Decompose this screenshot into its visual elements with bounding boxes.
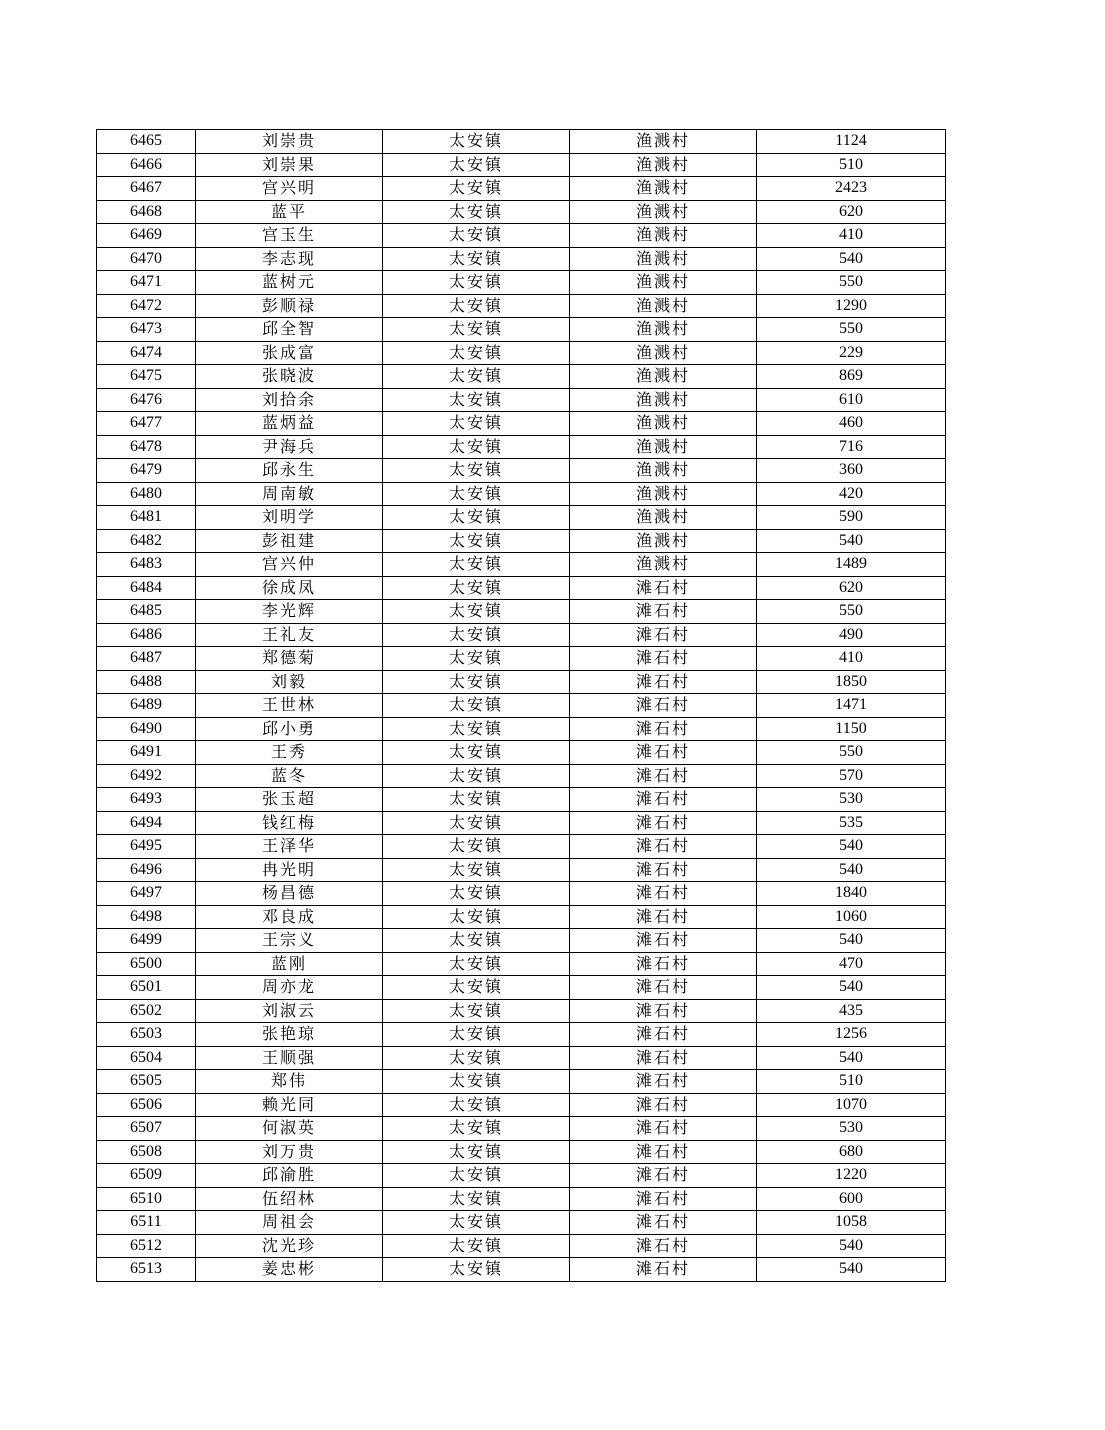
amount-cell: 1489 <box>757 553 946 577</box>
town-cell: 太安镇 <box>383 1070 570 1094</box>
row-number-cell: 6513 <box>97 1258 196 1282</box>
village-cell: 滩石村 <box>570 1211 757 1235</box>
amount-cell: 460 <box>757 412 946 436</box>
name-cell: 宫玉生 <box>196 224 383 248</box>
name-cell: 张成富 <box>196 341 383 365</box>
row-number-cell: 6476 <box>97 388 196 412</box>
village-cell: 滩石村 <box>570 576 757 600</box>
town-cell: 太安镇 <box>383 1023 570 1047</box>
town-cell: 太安镇 <box>383 482 570 506</box>
village-cell: 渔溅村 <box>570 224 757 248</box>
row-number-cell: 6505 <box>97 1070 196 1094</box>
row-number-cell: 6478 <box>97 435 196 459</box>
amount-cell: 550 <box>757 741 946 765</box>
row-number-cell: 6494 <box>97 811 196 835</box>
town-cell: 太安镇 <box>383 247 570 271</box>
table-row <box>97 1140 946 1164</box>
village-cell: 滩石村 <box>570 952 757 976</box>
town-cell: 太安镇 <box>383 952 570 976</box>
village-cell: 渔溅村 <box>570 553 757 577</box>
village-cell: 滩石村 <box>570 1140 757 1164</box>
amount-cell: 420 <box>757 482 946 506</box>
name-cell: 蓝冬 <box>196 764 383 788</box>
town-cell: 太安镇 <box>383 1258 570 1282</box>
town-cell: 太安镇 <box>383 999 570 1023</box>
table-row <box>97 365 946 389</box>
village-cell: 滩石村 <box>570 647 757 671</box>
village-cell: 渔溅村 <box>570 341 757 365</box>
village-cell: 滩石村 <box>570 1187 757 1211</box>
name-cell: 张晓波 <box>196 365 383 389</box>
amount-cell: 540 <box>757 1046 946 1070</box>
table-row <box>97 788 946 812</box>
town-cell: 太安镇 <box>383 858 570 882</box>
amount-cell: 716 <box>757 435 946 459</box>
town-cell: 太安镇 <box>383 553 570 577</box>
amount-cell: 410 <box>757 224 946 248</box>
village-cell: 渔溅村 <box>570 318 757 342</box>
table-row <box>97 529 946 553</box>
amount-cell: 1256 <box>757 1023 946 1047</box>
table-row <box>97 459 946 483</box>
town-cell: 太安镇 <box>383 177 570 201</box>
town-cell: 太安镇 <box>383 1117 570 1141</box>
town-cell: 太安镇 <box>383 835 570 859</box>
table-row <box>97 717 946 741</box>
row-number-cell: 6484 <box>97 576 196 600</box>
name-cell: 邱渝胜 <box>196 1164 383 1188</box>
town-cell: 太安镇 <box>383 529 570 553</box>
village-cell: 渔溅村 <box>570 435 757 459</box>
row-number-cell: 6491 <box>97 741 196 765</box>
amount-cell: 540 <box>757 858 946 882</box>
table-row <box>97 224 946 248</box>
village-cell: 滩石村 <box>570 717 757 741</box>
town-cell: 太安镇 <box>383 1046 570 1070</box>
row-number-cell: 6498 <box>97 905 196 929</box>
amount-cell: 540 <box>757 1234 946 1258</box>
name-cell: 蓝刚 <box>196 952 383 976</box>
village-cell: 滩石村 <box>570 858 757 882</box>
name-cell: 刘万贵 <box>196 1140 383 1164</box>
name-cell: 周南敏 <box>196 482 383 506</box>
table-row <box>97 976 946 1000</box>
town-cell: 太安镇 <box>383 882 570 906</box>
town-cell: 太安镇 <box>383 929 570 953</box>
row-number-cell: 6470 <box>97 247 196 271</box>
row-number-cell: 6496 <box>97 858 196 882</box>
amount-cell: 2423 <box>757 177 946 201</box>
village-cell: 渔溅村 <box>570 294 757 318</box>
town-cell: 太安镇 <box>383 1234 570 1258</box>
row-number-cell: 6477 <box>97 412 196 436</box>
table-row <box>97 694 946 718</box>
name-cell: 王秀 <box>196 741 383 765</box>
row-number-cell: 6471 <box>97 271 196 295</box>
village-cell: 渔溅村 <box>570 506 757 530</box>
village-cell: 滩石村 <box>570 670 757 694</box>
amount-cell: 570 <box>757 764 946 788</box>
table-row <box>97 1117 946 1141</box>
town-cell: 太安镇 <box>383 506 570 530</box>
name-cell: 沈光珍 <box>196 1234 383 1258</box>
row-number-cell: 6485 <box>97 600 196 624</box>
row-number-cell: 6512 <box>97 1234 196 1258</box>
amount-cell: 540 <box>757 247 946 271</box>
village-cell: 渔溅村 <box>570 247 757 271</box>
town-cell: 太安镇 <box>383 670 570 694</box>
name-cell: 王泽华 <box>196 835 383 859</box>
amount-cell: 229 <box>757 341 946 365</box>
village-cell: 渔溅村 <box>570 529 757 553</box>
village-cell: 滩石村 <box>570 694 757 718</box>
name-cell: 王宗义 <box>196 929 383 953</box>
amount-cell: 620 <box>757 200 946 224</box>
amount-cell: 1220 <box>757 1164 946 1188</box>
village-cell: 滩石村 <box>570 1117 757 1141</box>
table-row <box>97 670 946 694</box>
amount-cell: 1124 <box>757 130 946 154</box>
town-cell: 太安镇 <box>383 576 570 600</box>
table-row <box>97 341 946 365</box>
town-cell: 太安镇 <box>383 318 570 342</box>
village-cell: 滩石村 <box>570 999 757 1023</box>
amount-cell: 550 <box>757 318 946 342</box>
amount-cell: 360 <box>757 459 946 483</box>
village-cell: 滩石村 <box>570 905 757 929</box>
data-table <box>96 129 946 1282</box>
amount-cell: 869 <box>757 365 946 389</box>
town-cell: 太安镇 <box>383 365 570 389</box>
table-row <box>97 247 946 271</box>
amount-cell: 680 <box>757 1140 946 1164</box>
town-cell: 太安镇 <box>383 341 570 365</box>
town-cell: 太安镇 <box>383 1164 570 1188</box>
table-row <box>97 741 946 765</box>
amount-cell: 1840 <box>757 882 946 906</box>
table-row <box>97 200 946 224</box>
row-number-cell: 6487 <box>97 647 196 671</box>
name-cell: 李志现 <box>196 247 383 271</box>
village-cell: 渔溅村 <box>570 153 757 177</box>
name-cell: 邱小勇 <box>196 717 383 741</box>
row-number-cell: 6508 <box>97 1140 196 1164</box>
amount-cell: 590 <box>757 506 946 530</box>
town-cell: 太安镇 <box>383 1211 570 1235</box>
name-cell: 刘拾余 <box>196 388 383 412</box>
table-row <box>97 318 946 342</box>
amount-cell: 540 <box>757 976 946 1000</box>
table-row <box>97 1023 946 1047</box>
row-number-cell: 6490 <box>97 717 196 741</box>
town-cell: 太安镇 <box>383 694 570 718</box>
table-row <box>97 1187 946 1211</box>
name-cell: 刘淑云 <box>196 999 383 1023</box>
amount-cell: 540 <box>757 835 946 859</box>
name-cell: 宫兴明 <box>196 177 383 201</box>
table-row <box>97 1258 946 1282</box>
row-number-cell: 6480 <box>97 482 196 506</box>
amount-cell: 540 <box>757 929 946 953</box>
row-number-cell: 6511 <box>97 1211 196 1235</box>
amount-cell: 1471 <box>757 694 946 718</box>
town-cell: 太安镇 <box>383 811 570 835</box>
table-row <box>97 952 946 976</box>
town-cell: 太安镇 <box>383 294 570 318</box>
table-row <box>97 482 946 506</box>
name-cell: 姜忠彬 <box>196 1258 383 1282</box>
name-cell: 蓝平 <box>196 200 383 224</box>
amount-cell: 530 <box>757 788 946 812</box>
name-cell: 彭顺禄 <box>196 294 383 318</box>
table-row <box>97 1234 946 1258</box>
village-cell: 渔溅村 <box>570 482 757 506</box>
table-row <box>97 835 946 859</box>
row-number-cell: 6503 <box>97 1023 196 1047</box>
table-row <box>97 1093 946 1117</box>
name-cell: 赖光同 <box>196 1093 383 1117</box>
row-number-cell: 6506 <box>97 1093 196 1117</box>
amount-cell: 1060 <box>757 905 946 929</box>
row-number-cell: 6469 <box>97 224 196 248</box>
row-number-cell: 6482 <box>97 529 196 553</box>
village-cell: 渔溅村 <box>570 177 757 201</box>
town-cell: 太安镇 <box>383 224 570 248</box>
name-cell: 邱永生 <box>196 459 383 483</box>
table-row <box>97 882 946 906</box>
amount-cell: 610 <box>757 388 946 412</box>
name-cell: 周亦龙 <box>196 976 383 1000</box>
amount-cell: 1290 <box>757 294 946 318</box>
village-cell: 滩石村 <box>570 741 757 765</box>
village-cell: 滩石村 <box>570 976 757 1000</box>
amount-cell: 550 <box>757 600 946 624</box>
amount-cell: 535 <box>757 811 946 835</box>
table-row <box>97 1046 946 1070</box>
village-cell: 渔溅村 <box>570 459 757 483</box>
town-cell: 太安镇 <box>383 1093 570 1117</box>
table-row <box>97 130 946 154</box>
village-cell: 滩石村 <box>570 1258 757 1282</box>
row-number-cell: 6504 <box>97 1046 196 1070</box>
village-cell: 滩石村 <box>570 1023 757 1047</box>
village-cell: 滩石村 <box>570 1046 757 1070</box>
table-row <box>97 576 946 600</box>
village-cell: 滩石村 <box>570 1234 757 1258</box>
row-number-cell: 6486 <box>97 623 196 647</box>
row-number-cell: 6500 <box>97 952 196 976</box>
name-cell: 冉光明 <box>196 858 383 882</box>
row-number-cell: 6483 <box>97 553 196 577</box>
town-cell: 太安镇 <box>383 600 570 624</box>
row-number-cell: 6489 <box>97 694 196 718</box>
amount-cell: 540 <box>757 529 946 553</box>
town-cell: 太安镇 <box>383 459 570 483</box>
name-cell: 郑伟 <box>196 1070 383 1094</box>
row-number-cell: 6502 <box>97 999 196 1023</box>
amount-cell: 410 <box>757 647 946 671</box>
amount-cell: 540 <box>757 1258 946 1282</box>
village-cell: 滩石村 <box>570 835 757 859</box>
village-cell: 滩石村 <box>570 811 757 835</box>
village-cell: 滩石村 <box>570 882 757 906</box>
village-cell: 渔溅村 <box>570 271 757 295</box>
name-cell: 王顺强 <box>196 1046 383 1070</box>
village-cell: 滩石村 <box>570 764 757 788</box>
name-cell: 蓝炳益 <box>196 412 383 436</box>
row-number-cell: 6475 <box>97 365 196 389</box>
village-cell: 渔溅村 <box>570 200 757 224</box>
town-cell: 太安镇 <box>383 435 570 459</box>
village-cell: 滩石村 <box>570 1070 757 1094</box>
village-cell: 渔溅村 <box>570 130 757 154</box>
name-cell: 刘崇果 <box>196 153 383 177</box>
row-number-cell: 6510 <box>97 1187 196 1211</box>
town-cell: 太安镇 <box>383 623 570 647</box>
village-cell: 渔溅村 <box>570 365 757 389</box>
row-number-cell: 6465 <box>97 130 196 154</box>
amount-cell: 1058 <box>757 1211 946 1235</box>
town-cell: 太安镇 <box>383 717 570 741</box>
village-cell: 滩石村 <box>570 929 757 953</box>
amount-cell: 620 <box>757 576 946 600</box>
name-cell: 刘毅 <box>196 670 383 694</box>
table-row <box>97 271 946 295</box>
row-number-cell: 6495 <box>97 835 196 859</box>
table-row <box>97 905 946 929</box>
row-number-cell: 6481 <box>97 506 196 530</box>
table-row <box>97 1070 946 1094</box>
row-number-cell: 6501 <box>97 976 196 1000</box>
name-cell: 宫兴仲 <box>196 553 383 577</box>
name-cell: 杨昌德 <box>196 882 383 906</box>
name-cell: 彭祖建 <box>196 529 383 553</box>
table-row <box>97 553 946 577</box>
table-row <box>97 811 946 835</box>
table-row <box>97 153 946 177</box>
row-number-cell: 6466 <box>97 153 196 177</box>
name-cell: 郑德菊 <box>196 647 383 671</box>
table-row <box>97 294 946 318</box>
row-number-cell: 6497 <box>97 882 196 906</box>
table-row <box>97 1211 946 1235</box>
amount-cell: 490 <box>757 623 946 647</box>
town-cell: 太安镇 <box>383 764 570 788</box>
table-row <box>97 647 946 671</box>
row-number-cell: 6488 <box>97 670 196 694</box>
town-cell: 太安镇 <box>383 130 570 154</box>
village-cell: 滩石村 <box>570 788 757 812</box>
row-number-cell: 6479 <box>97 459 196 483</box>
name-cell: 李光辉 <box>196 600 383 624</box>
village-cell: 渔溅村 <box>570 388 757 412</box>
table-row <box>97 388 946 412</box>
amount-cell: 1850 <box>757 670 946 694</box>
town-cell: 太安镇 <box>383 788 570 812</box>
row-number-cell: 6474 <box>97 341 196 365</box>
village-cell: 滩石村 <box>570 623 757 647</box>
row-number-cell: 6509 <box>97 1164 196 1188</box>
village-cell: 滩石村 <box>570 1093 757 1117</box>
row-number-cell: 6468 <box>97 200 196 224</box>
table-row <box>97 929 946 953</box>
row-number-cell: 6492 <box>97 764 196 788</box>
amount-cell: 600 <box>757 1187 946 1211</box>
row-number-cell: 6499 <box>97 929 196 953</box>
town-cell: 太安镇 <box>383 905 570 929</box>
name-cell: 张玉超 <box>196 788 383 812</box>
town-cell: 太安镇 <box>383 153 570 177</box>
name-cell: 何淑英 <box>196 1117 383 1141</box>
amount-cell: 550 <box>757 271 946 295</box>
name-cell: 王礼友 <box>196 623 383 647</box>
table-row <box>97 764 946 788</box>
town-cell: 太安镇 <box>383 647 570 671</box>
town-cell: 太安镇 <box>383 976 570 1000</box>
row-number-cell: 6493 <box>97 788 196 812</box>
town-cell: 太安镇 <box>383 200 570 224</box>
table-row <box>97 177 946 201</box>
village-cell: 渔溅村 <box>570 412 757 436</box>
row-number-cell: 6472 <box>97 294 196 318</box>
name-cell: 蓝树元 <box>196 271 383 295</box>
town-cell: 太安镇 <box>383 1187 570 1211</box>
town-cell: 太安镇 <box>383 271 570 295</box>
name-cell: 刘崇贵 <box>196 130 383 154</box>
table-row <box>97 999 946 1023</box>
table-row <box>97 858 946 882</box>
name-cell: 张艳琼 <box>196 1023 383 1047</box>
amount-cell: 510 <box>757 153 946 177</box>
table-row <box>97 435 946 459</box>
table-body <box>97 130 946 1282</box>
name-cell: 徐成凤 <box>196 576 383 600</box>
table-row <box>97 600 946 624</box>
amount-cell: 510 <box>757 1070 946 1094</box>
table-row <box>97 1164 946 1188</box>
name-cell: 钱红梅 <box>196 811 383 835</box>
name-cell: 周祖会 <box>196 1211 383 1235</box>
name-cell: 邓良成 <box>196 905 383 929</box>
table-row <box>97 412 946 436</box>
row-number-cell: 6473 <box>97 318 196 342</box>
row-number-cell: 6467 <box>97 177 196 201</box>
town-cell: 太安镇 <box>383 388 570 412</box>
name-cell: 伍绍林 <box>196 1187 383 1211</box>
table-row <box>97 506 946 530</box>
village-cell: 滩石村 <box>570 1164 757 1188</box>
name-cell: 王世林 <box>196 694 383 718</box>
row-number-cell: 6507 <box>97 1117 196 1141</box>
town-cell: 太安镇 <box>383 741 570 765</box>
town-cell: 太安镇 <box>383 1140 570 1164</box>
name-cell: 尹海兵 <box>196 435 383 459</box>
amount-cell: 1150 <box>757 717 946 741</box>
town-cell: 太安镇 <box>383 412 570 436</box>
name-cell: 邱全智 <box>196 318 383 342</box>
amount-cell: 530 <box>757 1117 946 1141</box>
table-row <box>97 623 946 647</box>
amount-cell: 470 <box>757 952 946 976</box>
name-cell: 刘明学 <box>196 506 383 530</box>
village-cell: 滩石村 <box>570 600 757 624</box>
amount-cell: 1070 <box>757 1093 946 1117</box>
amount-cell: 435 <box>757 999 946 1023</box>
